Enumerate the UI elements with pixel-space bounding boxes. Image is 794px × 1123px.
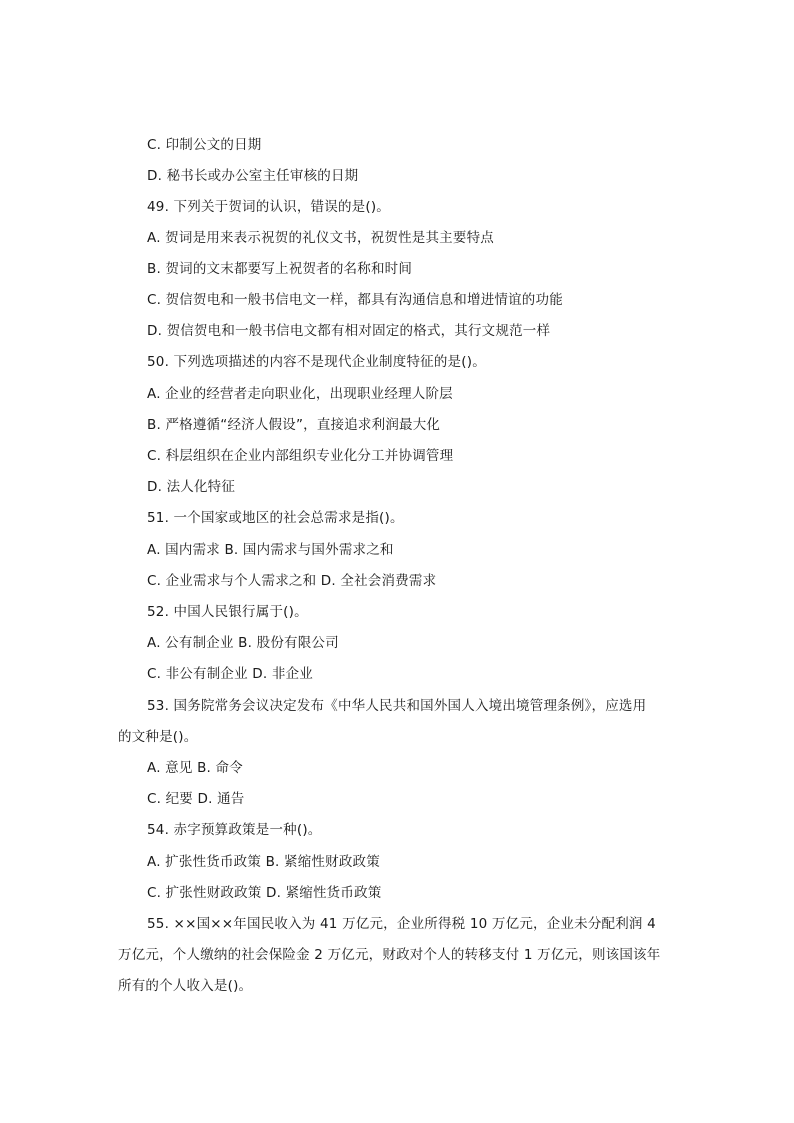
question-55: 55. ××国××年国民收入为 41 万亿元，企业所得税 10 万亿元，企业未分配利润 4 bbox=[147, 916, 656, 932]
question-49: 49. 下列关于贺词的认识，错误的是()。 bbox=[147, 199, 390, 215]
question-51: 51. 一个国家或地区的社会总需求是指()。 bbox=[147, 510, 404, 526]
option-50-b: B. 严格遵循“经济人假设”，直接追求利润最大化 bbox=[147, 417, 441, 433]
option-50-a: A. 企业的经营者走向职业化，出现职业经理人阶层 bbox=[147, 386, 453, 402]
question-53-cont: 的文种是()。 bbox=[118, 729, 198, 745]
option-51-cd: C. 企业需求与个人需求之和 D. 全社会消费需求 bbox=[147, 573, 437, 589]
option-48-c: C. 印制公文的日期 bbox=[147, 137, 262, 153]
option-51-ab: A. 国内需求 B. 国内需求与国外需求之和 bbox=[147, 542, 394, 558]
option-52-ab: A. 公有制企业 B. 股份有限公司 bbox=[147, 635, 339, 651]
option-53-ab: A. 意见 B. 命令 bbox=[147, 760, 243, 776]
option-50-d: D. 法人化特征 bbox=[147, 479, 236, 495]
option-49-b: B. 贺词的文末都要写上祝贺者的名称和时间 bbox=[147, 261, 413, 277]
option-48-d: D. 秘书长或办公室主任审核的日期 bbox=[147, 168, 359, 184]
question-52: 52. 中国人民银行属于()。 bbox=[147, 604, 308, 620]
option-49-a: A. 贺词是用来表示祝贺的礼仪文书，祝贺性是其主要特点 bbox=[147, 230, 494, 246]
option-49-d: D. 贺信贺电和一般书信电文都有相对固定的格式，其行文规范一样 bbox=[147, 323, 551, 339]
option-54-cd: C. 扩张性财政政策 D. 紧缩性货币政策 bbox=[147, 885, 382, 901]
question-54: 54. 赤字预算政策是一种()。 bbox=[147, 822, 322, 838]
question-50: 50. 下列选项描述的内容不是现代企业制度特征的是()。 bbox=[147, 354, 486, 370]
option-50-c: C. 科层组织在企业内部组织专业化分工并协调管理 bbox=[147, 448, 454, 464]
option-52-cd: C. 非公有制企业 D. 非企业 bbox=[147, 666, 313, 682]
option-53-cd: C. 纪要 D. 通告 bbox=[147, 791, 245, 807]
question-55-cont-2: 所有的个人收入是()。 bbox=[118, 978, 253, 994]
question-53: 53. 国务院常务会议决定发布《中华人民共和国外国人入境出境管理条例》，应选用 bbox=[147, 698, 647, 714]
question-55-cont-1: 万亿元，个人缴纳的社会保险金 2 万亿元，财政对个人的转移支付 1 万亿元，则该国该年 bbox=[118, 947, 661, 963]
option-49-c: C. 贺信贺电和一般书信电文一样，都具有沟通信息和增进情谊的功能 bbox=[147, 292, 563, 308]
option-54-ab: A. 扩张性货币政策 B. 紧缩性财政政策 bbox=[147, 854, 380, 870]
